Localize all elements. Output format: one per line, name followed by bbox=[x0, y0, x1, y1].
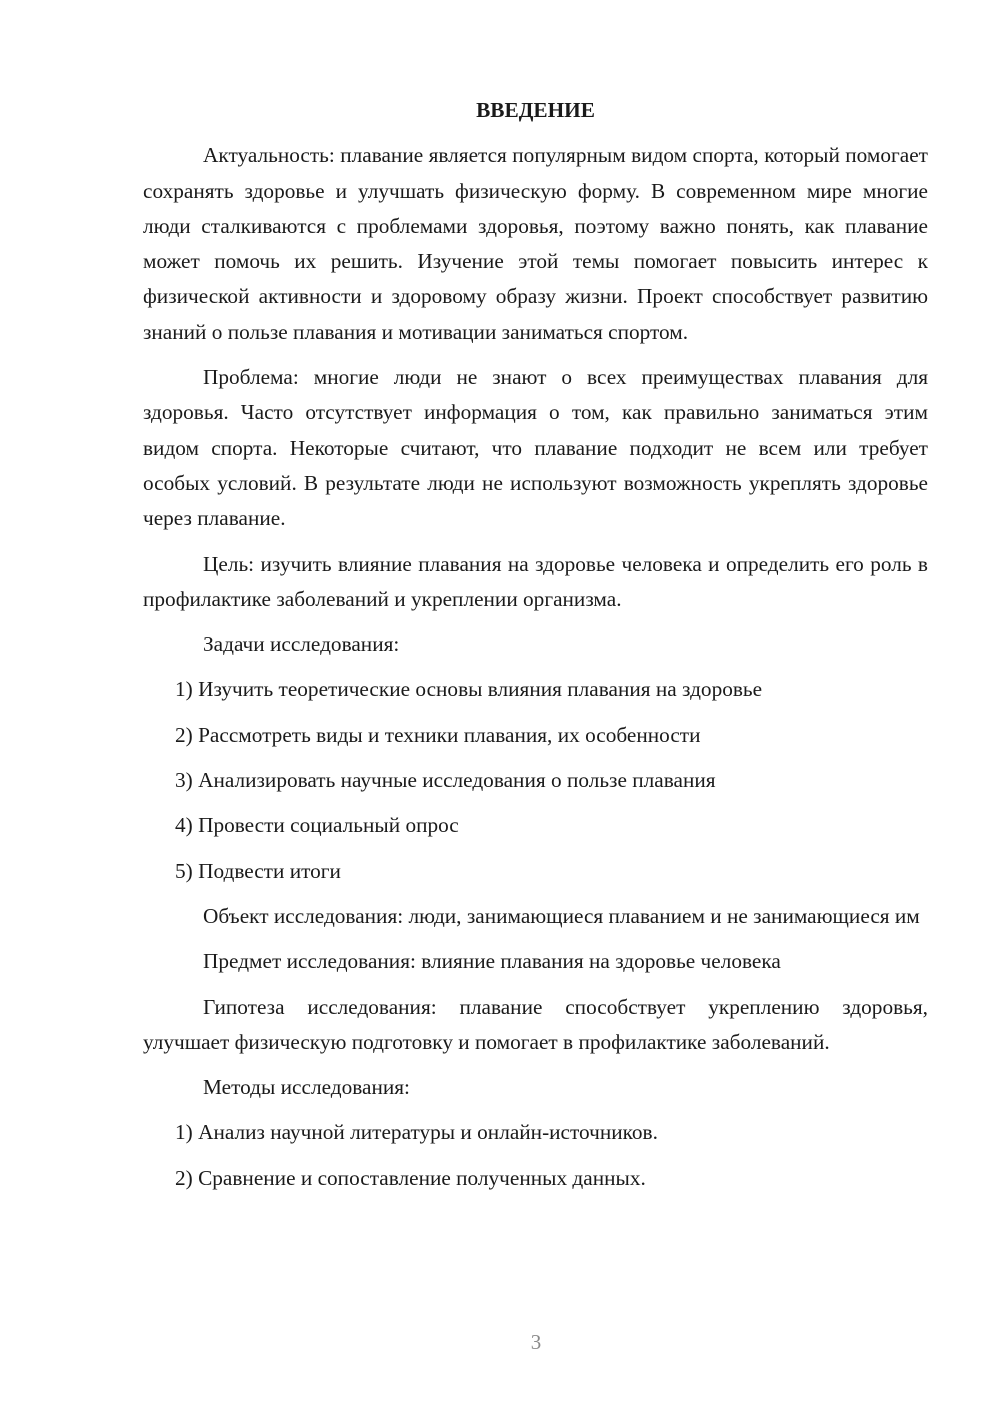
relevance-paragraph: Актуальность: плавание является популярным видом спорта, который помогает сохранять здоровье и улучшать физическую форму. В современном мире многие люди сталкиваются с проблемами здоровья, поэтому важно понять, как плавание может помочь их решить. Изучение этой темы помогает повысить интерес к физической активности и здоровому образу жизни. Проект способствует развитию знаний о пользе плавания и мотивации заниматься спортом. bbox=[143, 143, 928, 344]
subject-paragraph: Предмет исследования: влияние плавания на здоровье человека bbox=[203, 949, 781, 974]
task-item: 2) Рассмотреть виды и техники плавания, их особенности bbox=[175, 722, 701, 747]
goal-paragraph: Цель: изучить влияние плавания на здоровье человека и определить его роль в профилактике заболеваний и укреплении организма. bbox=[143, 551, 928, 611]
page-title: ВВЕДЕНИЕ bbox=[476, 98, 595, 122]
task-item: 4) Провести социальный опрос bbox=[175, 813, 459, 838]
method-item: 1) Анализ научной литературы и онлайн-источников. bbox=[175, 1120, 658, 1145]
tasks-heading: Задачи исследования: bbox=[203, 632, 400, 657]
page-number: 3 bbox=[530, 1330, 542, 1354]
object-paragraph: Объект исследования: люди, занимающиеся плаванием и не занимающиеся им bbox=[203, 903, 920, 928]
method-item: 2) Сравнение и сопоставление полученных данных. bbox=[175, 1165, 646, 1190]
task-item: 5) Подвести итоги bbox=[175, 858, 341, 883]
task-item: 1) Изучить теоретические основы влияния плавания на здоровье bbox=[175, 677, 763, 702]
methods-heading: Методы исследования: bbox=[203, 1075, 410, 1100]
page-content bbox=[143, 93, 928, 1206]
task-item: 3) Анализировать научные исследования о пользе плавания bbox=[175, 768, 716, 793]
problem-paragraph: Проблема: многие люди не знают о всех преимуществах плавания для здоровья. Часто отсутствует информация о том, как правильно заниматься этим видом спорта. Некоторые считают, что плавание подходит не всем или требует особых условий. В результате люди не используют возможность укреплять здоровье через плавание. bbox=[143, 365, 928, 531]
hypothesis-paragraph: Гипотеза исследования: плавание способствует укреплению здоровья, улучшает физическую подготовку и помогает в профилактике заболеваний. bbox=[143, 994, 928, 1054]
